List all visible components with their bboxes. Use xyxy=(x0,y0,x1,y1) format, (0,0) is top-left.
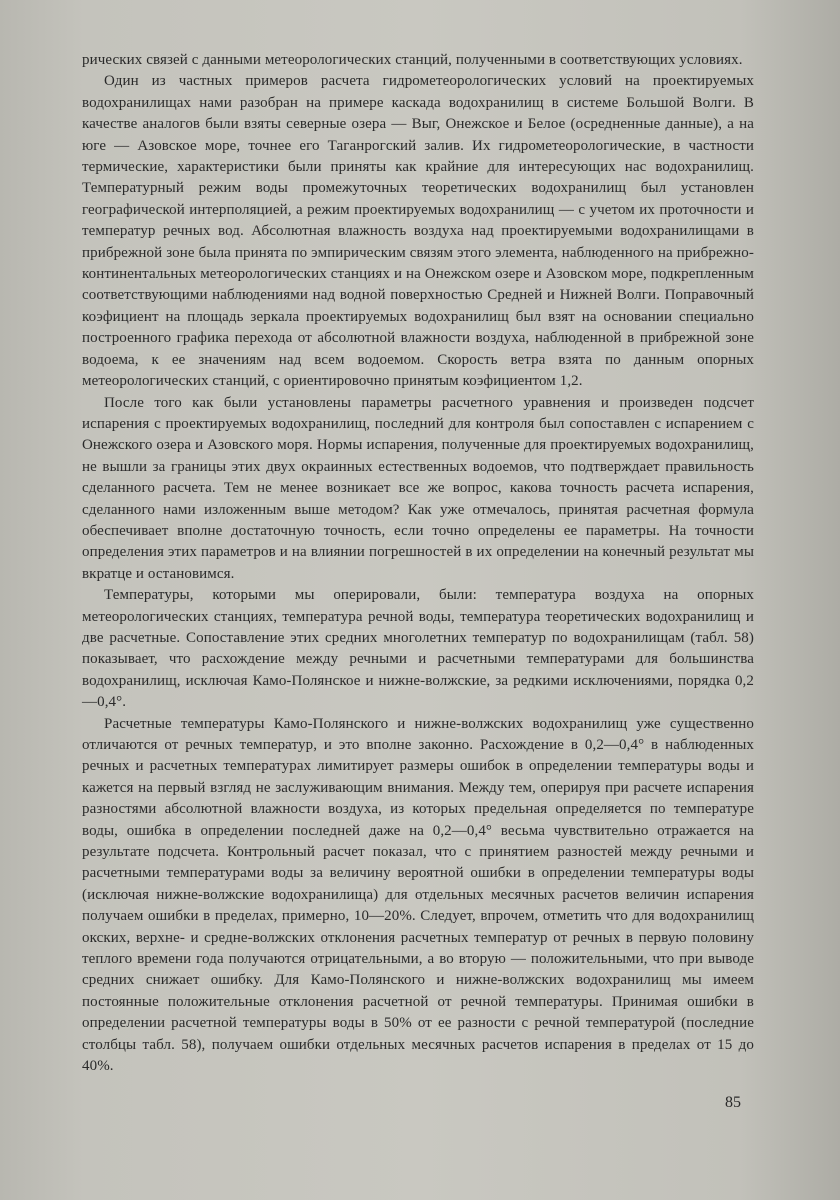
body-text xyxy=(82,50,754,1078)
paragraph-continuation: рических связей с данными метеорологических станций, полученными в соответствующих условиях. xyxy=(82,52,743,68)
paragraph: Один из частных примеров расчета гидрометеорологических условий на проектируемых водохранилищах нами разобран на примере каскада водохранилищ в системе Большой Волги. В качестве аналогов были взяты северные озера — Выг, Онежское и Белое (осредненные данные), а на юге — Азовское море, точнее его Таганрогский залив. Их гидрометеорологические, в частности термические, характеристики были приняты как крайние для интересующих нас водохранилищ. Температурный режим воды промежуточных теоретических водохранилищ был установлен географической интерполяцией, а режим проектируемых водохранилищ — с учетом их проточности и температур речных вод. Абсолютная влажность воздуха над проектируемыми водохранилищами в прибрежной зоне была принята по эмпирическим связям этого элемента, наблюденного на прибрежно-континентальных метеорологических станциях и на Онежском озере и Азовском море, подкрепленным соответствующими наблюдениями над водной поверхностью Средней и Нижней Волги. Поправочный коэфициент на площадь зеркала проектируемых водохранилищ был взят на основании специально построенного графика перехода от абсолютной влажности воздуха, наблюденной в прибрежной зоне водоема, к ее значениям над всем водоемом. Скорость ветра взята по данным опорных метеорологических станций, с ориентировочно принятым коэфициентом 1,2. xyxy=(82,73,754,390)
paragraph: После того как были установлены параметры расчетного уравнения и произведен подсчет испарения с проектируемых водохранилищ, последний для контроля был сопоставлен с испарением с Онежского озера и Азовского моря. Нормы испарения, полученные для проектируемых водохранилищ, не вышли за границы этих двух окраинных естественных водоемов, что подтверждает правильность сделанного расчета. Тем не менее возникает все же вопрос, какова точность расчета испарения, сделанного нами изложенным выше методом? Как уже отмечалось, принятая расчетная формула обеспечивает вполне достаточную точность, если точно определены ее параметры. На точности определения этих параметров и на влиянии погрешностей в их определении на конечный результат мы вкратце и остановимся. xyxy=(82,394,754,582)
paragraph: Температуры, которыми мы оперировали, были: температура воздуха на опорных метеорологических станциях, температура речной воды, температура теоретических водохранилищ и две расчетные. Сопоставление этих средних многолетних температур по водохранилищам (табл. 58) показывает, что расхождение между речными и расчетными температурами для большинства водохранилищ, исключая Камо-Полянское и нижне-волжские, за редкими исключениями, порядка 0,2—0,4°. xyxy=(82,587,754,711)
paragraph: Расчетные температуры Камо-Полянского и нижне-волжских водохранилищ уже существенно отличаются от речных температур, и это вполне законно. Расхождение в 0,2—0,4° в наблюденных речных и расчетных температурах лимитирует размеры ошибок в определении температуры воды и кажется на первый взгляд не заслуживающим внимания. Между тем, оперируя при расчете испарения разностями абсолютной влажности воздуха, из которых предельная определяется по температуре воды, ошибка в определении последней даже на 0,2—0,4° весьма чувствительно отражается на результате подсчета. Контрольный расчет показал, что с принятием разностей между речными и расчетными температурами воды за величину вероятной ошибки в определении температуры воды (исключая нижне-волжские водохранилища) для отдельных месячных расчетов величин испарения получаем ошибки в пределах, примерно, 10—20%. Следует, впрочем, отметить что для водохранилищ окских, верхне- и средне-волжских отклонения расчетных температур от речных в первую половину теплого времени года получаются отрицательными, а во вторую — положительными, что при выводе средних снижает ошибку. Для Камо-Полянского и нижне-волжских водохранилищ мы имеем постоянные положительные отклонения расчетной от речной температуры. Принимая ошибки в определении расчетной температуры воды в 50% от ее разности с речной температурой (последние столбцы табл. 58), получаем ошибки отдельных месячных расчетов испарения в пределах от 15 до 40%. xyxy=(82,715,754,1075)
page-number: 85 xyxy=(725,1094,741,1111)
